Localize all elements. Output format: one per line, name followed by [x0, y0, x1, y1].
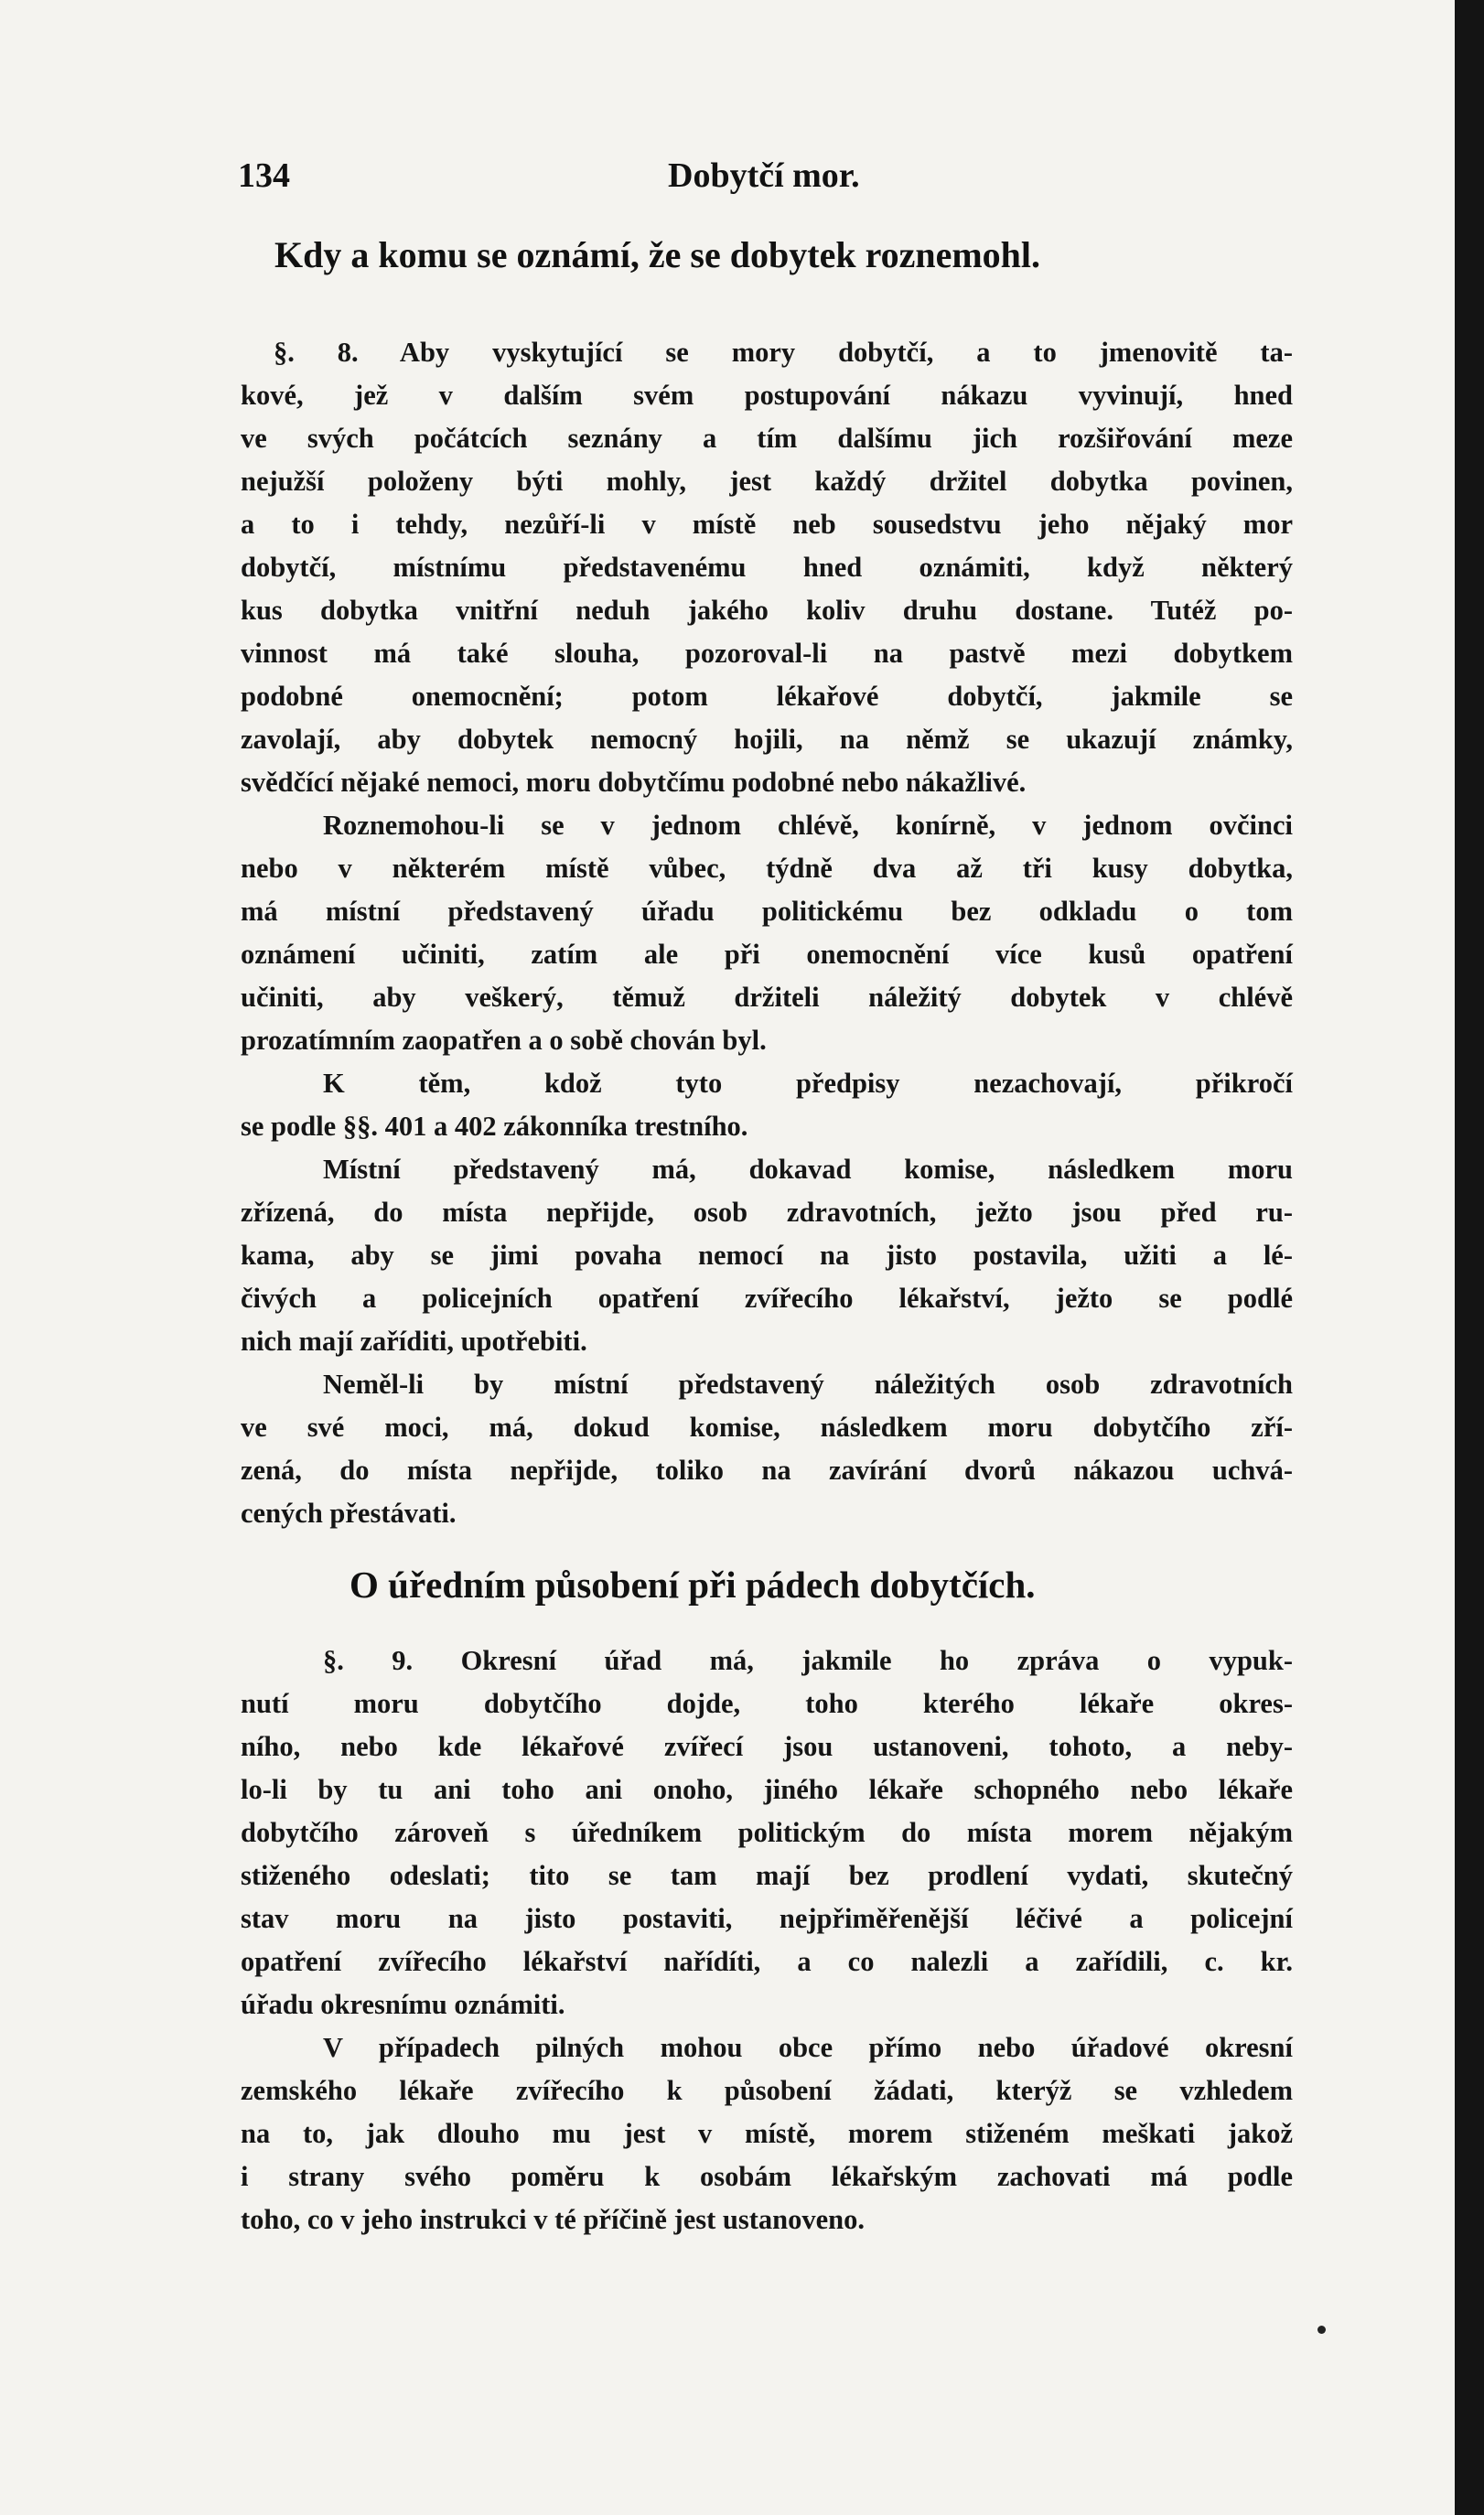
- text-line: Neměl-li by místní představený náležitých osob zdravotních: [323, 1369, 1293, 1400]
- text-line: oznámení učiniti, zatím ale při onemocnění více kusů opatření: [241, 939, 1293, 970]
- text-line: §. 9. Okresní úřad má, jakmile ho zpráva o vypuk-: [323, 1645, 1293, 1676]
- text-line: učiniti, aby veškerý, těmuž držiteli náležitý dobytek v chlévě: [241, 982, 1293, 1013]
- text-line: podobné onemocnění; potom lékařové dobytčí, jakmile se: [241, 681, 1293, 712]
- section-heading-2: O úředním působení při pádech dobytčích.: [349, 1564, 1036, 1606]
- text-line: zavolají, aby dobytek nemocný hojili, na němž se ukazují známky,: [241, 724, 1293, 755]
- text-line: ního, nebo kde lékařové zvířecí jsou ustanoveni, tohoto, a neby-: [241, 1731, 1293, 1762]
- text-line: svědčící nějaké nemoci, moru dobytčímu podobné nebo nákažlivé.: [241, 767, 1027, 798]
- scan-edge: [1455, 0, 1484, 2515]
- text-line: kama, aby se jimi povaha nemocí na jisto postavila, užiti a lé-: [241, 1240, 1293, 1271]
- text-line: stav moru na jisto postaviti, nejpřiměřenější léčivé a policejní: [241, 1903, 1293, 1934]
- text-line: V případech pilných mohou obce přímo nebo úřadové okresní: [323, 2032, 1293, 2063]
- text-line: kové, jež v dalším svém postupování nákazu vyvinují, hned: [241, 380, 1293, 411]
- text-line: toho, co v jeho instrukci v té příčině jest ustanoveno.: [241, 2204, 865, 2235]
- text-line: má místní představený úřadu politickému bez odkladu o tom: [241, 896, 1293, 927]
- text-line: dobytčího zároveň s úředníkem politickým do místa morem nějakým: [241, 1817, 1293, 1848]
- section-body-1: [241, 331, 1293, 1535]
- text-line: §. 8. Aby vyskytující se mory dobytčí, a to jmenovitě ta-: [274, 337, 1293, 368]
- text-line: ve své moci, má, dokud komise, následkem moru dobytčího zří-: [241, 1412, 1293, 1443]
- ink-dot: [1317, 2326, 1326, 2334]
- text-line: cených přestávati.: [241, 1498, 457, 1529]
- text-line: K těm, kdož tyto předpisy nezachovají, přikročí: [323, 1068, 1293, 1099]
- text-line: čivých a policejních opatření zvířecího lékařství, ježto se podlé: [241, 1283, 1293, 1314]
- text-line: prozatímním zaopatřen a o sobě chován byl.: [241, 1025, 767, 1056]
- text-line: Místní představený má, dokavad komise, následkem moru: [323, 1154, 1293, 1185]
- text-line: na to, jak dlouho mu jest v místě, morem stiženém meškati jakož: [241, 2118, 1293, 2149]
- text-line: vinnost má také slouha, pozoroval-li na pastvě mezi dobytkem: [241, 638, 1293, 669]
- section-body-2: [241, 1639, 1293, 2241]
- text-line: a to i tehdy, nezůří-li v místě neb sousedstvu jeho nějaký mor: [241, 509, 1293, 540]
- page-number: 134: [238, 156, 290, 195]
- text-line: i strany svého poměru k osobám lékařským zachovati má podle: [241, 2161, 1293, 2192]
- running-title: Dobytčí mor.: [668, 156, 860, 195]
- text-line: dobytčí, místnímu představenému hned oznámiti, když některý: [241, 552, 1293, 583]
- text-line: nebo v některém místě vůbec, týdně dva až tři kusy dobytka,: [241, 853, 1293, 884]
- text-line: kus dobytka vnitřní neduh jakého koliv druhu dostane. Tutéž po-: [241, 595, 1293, 626]
- text-line: nich mají zaříditi, upotřebiti.: [241, 1326, 587, 1357]
- text-line: úřadu okresnímu oznámiti.: [241, 1989, 565, 2020]
- text-line: ve svých počátcích seznány a tím dalšímu jich rozšiřování meze: [241, 423, 1293, 454]
- text-line: zřízená, do místa nepřijde, osob zdravotních, ježto jsou před ru-: [241, 1197, 1293, 1228]
- text-line: nejužší položeny býti mohly, jest každý držitel dobytka povinen,: [241, 466, 1293, 497]
- text-line: nutí moru dobytčího dojde, toho kterého lékaře okres-: [241, 1688, 1293, 1719]
- text-line: zemského lékaře zvířecího k působení žádati, kterýž se vzhledem: [241, 2075, 1293, 2106]
- text-line: se podle §§. 401 a 402 zákonníka trestního.: [241, 1111, 748, 1142]
- section-heading-1: Kdy a komu se oznámí, že se dobytek roznemohl.: [274, 234, 1041, 275]
- text-line: Roznemohou-li se v jednom chlévě, konírně, v jednom ovčinci: [323, 810, 1293, 841]
- text-line: zená, do místa nepřijde, toliko na zavírání dvorů nákazou uchvá-: [241, 1455, 1293, 1486]
- text-line: lo-li by tu ani toho ani onoho, jiného lékaře schopného nebo lékaře: [241, 1774, 1293, 1805]
- page-header: [238, 156, 1290, 210]
- text-line: stiženého odeslati; tito se tam mají bez prodlení vydati, skutečný: [241, 1860, 1293, 1891]
- text-line: opatření zvířecího lékařství nařídíti, a co nalezli a zařídili, c. kr.: [241, 1946, 1293, 1977]
